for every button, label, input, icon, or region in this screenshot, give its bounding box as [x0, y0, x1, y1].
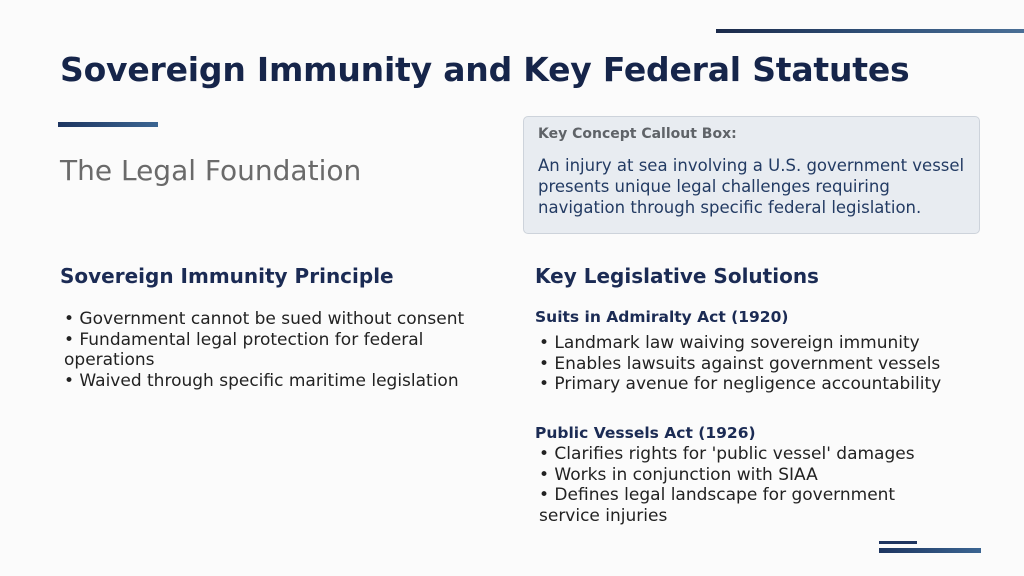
siaa-heading: Suits in Admiralty Act (1920): [535, 308, 789, 326]
slide-title: Sovereign Immunity and Key Federal Statutes: [60, 50, 910, 89]
legislative-solutions-heading: Key Legislative Solutions: [535, 264, 819, 288]
list-item: • Primary avenue for negligence accountability: [539, 374, 942, 394]
pva-heading: Public Vessels Act (1926): [535, 424, 756, 442]
list-item: • Enables lawsuits against government vessels: [539, 353, 941, 374]
callout-text: An injury at sea involving a U.S. government vessel presents unique legal challenges requiring navigation through specific federal legislation.: [538, 156, 965, 217]
sovereign-immunity-heading: Sovereign Immunity Principle: [60, 264, 394, 288]
list-item: • Landmark law waiving sovereign immunity: [539, 333, 920, 353]
sovereign-immunity-list: [64, 309, 484, 391]
siaa-list: [539, 333, 979, 395]
list-item: • Defines legal landscape for government service injuries: [539, 485, 896, 526]
list-item: • Clarifies rights for 'public vessel' damages: [539, 444, 915, 464]
bottom-accent-bar-short: [879, 541, 917, 544]
slide-subtitle: The Legal Foundation: [60, 154, 362, 187]
list-item: • Fundamental legal protection for federal operations: [64, 329, 424, 370]
title-accent-bar: [58, 122, 158, 127]
list-item: • Works in conjunction with SIAA: [539, 464, 818, 485]
top-accent-bar: [716, 29, 1024, 33]
callout-label: Key Concept Callout Box:: [538, 126, 737, 142]
list-item: • Government cannot be sued without consent: [64, 309, 465, 329]
bottom-accent-bars: [879, 541, 981, 553]
list-item: • Waived through specific maritime legislation: [64, 370, 459, 391]
key-concept-callout: [523, 116, 980, 234]
bottom-accent-bar-long: [879, 548, 981, 553]
pva-list: [539, 444, 919, 526]
